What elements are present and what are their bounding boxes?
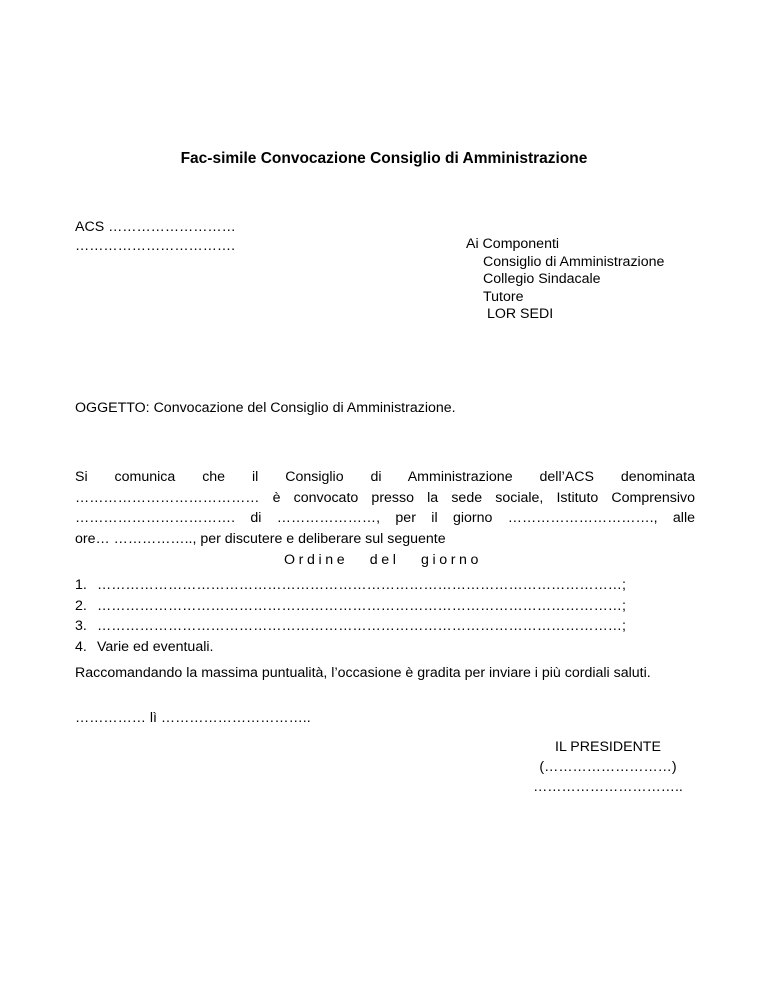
signature-role: IL PRESIDENTE <box>555 739 661 755</box>
sender-line-1: ACS ……………………… <box>75 219 236 235</box>
body-paragraph <box>75 467 695 549</box>
body-line-1: Si comunica che il Consiglio di Amministrazione dell’ACS denominata <box>75 469 695 485</box>
agenda-text: …………………………………………………………………………………………………; <box>97 597 626 614</box>
recipients-line-1: Ai Componenti <box>466 236 560 252</box>
recipients-line-5: LOR SEDI <box>483 306 554 322</box>
place-date-line: …………… lì ………………………….. <box>75 710 311 726</box>
agenda-number: 3. <box>75 618 87 634</box>
body-line-4: ore… …………….., per discutere e deliberare sul seguente <box>75 530 446 547</box>
list-item <box>75 637 695 658</box>
signature-name: (………………………) <box>539 759 677 775</box>
agenda-text: Varie ed eventuali. <box>97 638 214 655</box>
recipients-line-2: Consiglio di Amministrazione <box>483 253 665 270</box>
list-item <box>75 596 695 617</box>
recipients-block <box>466 236 664 324</box>
closing-paragraph: Raccomandando la massima puntualità, l’occasione è gradita per inviare i più cordiali saluti. <box>75 665 651 681</box>
list-item <box>75 575 695 596</box>
recipients-line-4: Tutore <box>483 288 524 305</box>
agenda-number: 2. <box>75 597 87 614</box>
list-item <box>75 616 695 637</box>
agenda-number: 4. <box>75 638 87 655</box>
body-line-3: ……………………………. di …………………, per il giorno …………………………., alle <box>75 510 695 526</box>
document-title: Fac-simile Convocazione Consiglio di Amministrazione <box>180 150 588 167</box>
body-line-2: ………………………………… è convocato presso la sede sociale, Istituto Comprensivo <box>75 489 695 506</box>
signature-block <box>523 737 693 797</box>
agenda-number: 1. <box>75 577 87 593</box>
sender-line-2: ……………………………. <box>75 238 236 254</box>
agenda-text: …………………………………………………………………………………………………; <box>97 618 626 634</box>
agenda-heading: Ordine del giorno <box>284 552 483 568</box>
agenda-text: …………………………………………………………………………………………………; <box>97 577 626 593</box>
signature-line: ………………………….. <box>533 779 683 795</box>
agenda-list <box>75 575 695 657</box>
recipients-line-3: Collegio Sindacale <box>483 271 601 287</box>
subject-line: OGGETTO: Convocazione del Consiglio di Amministrazione. <box>75 400 456 416</box>
